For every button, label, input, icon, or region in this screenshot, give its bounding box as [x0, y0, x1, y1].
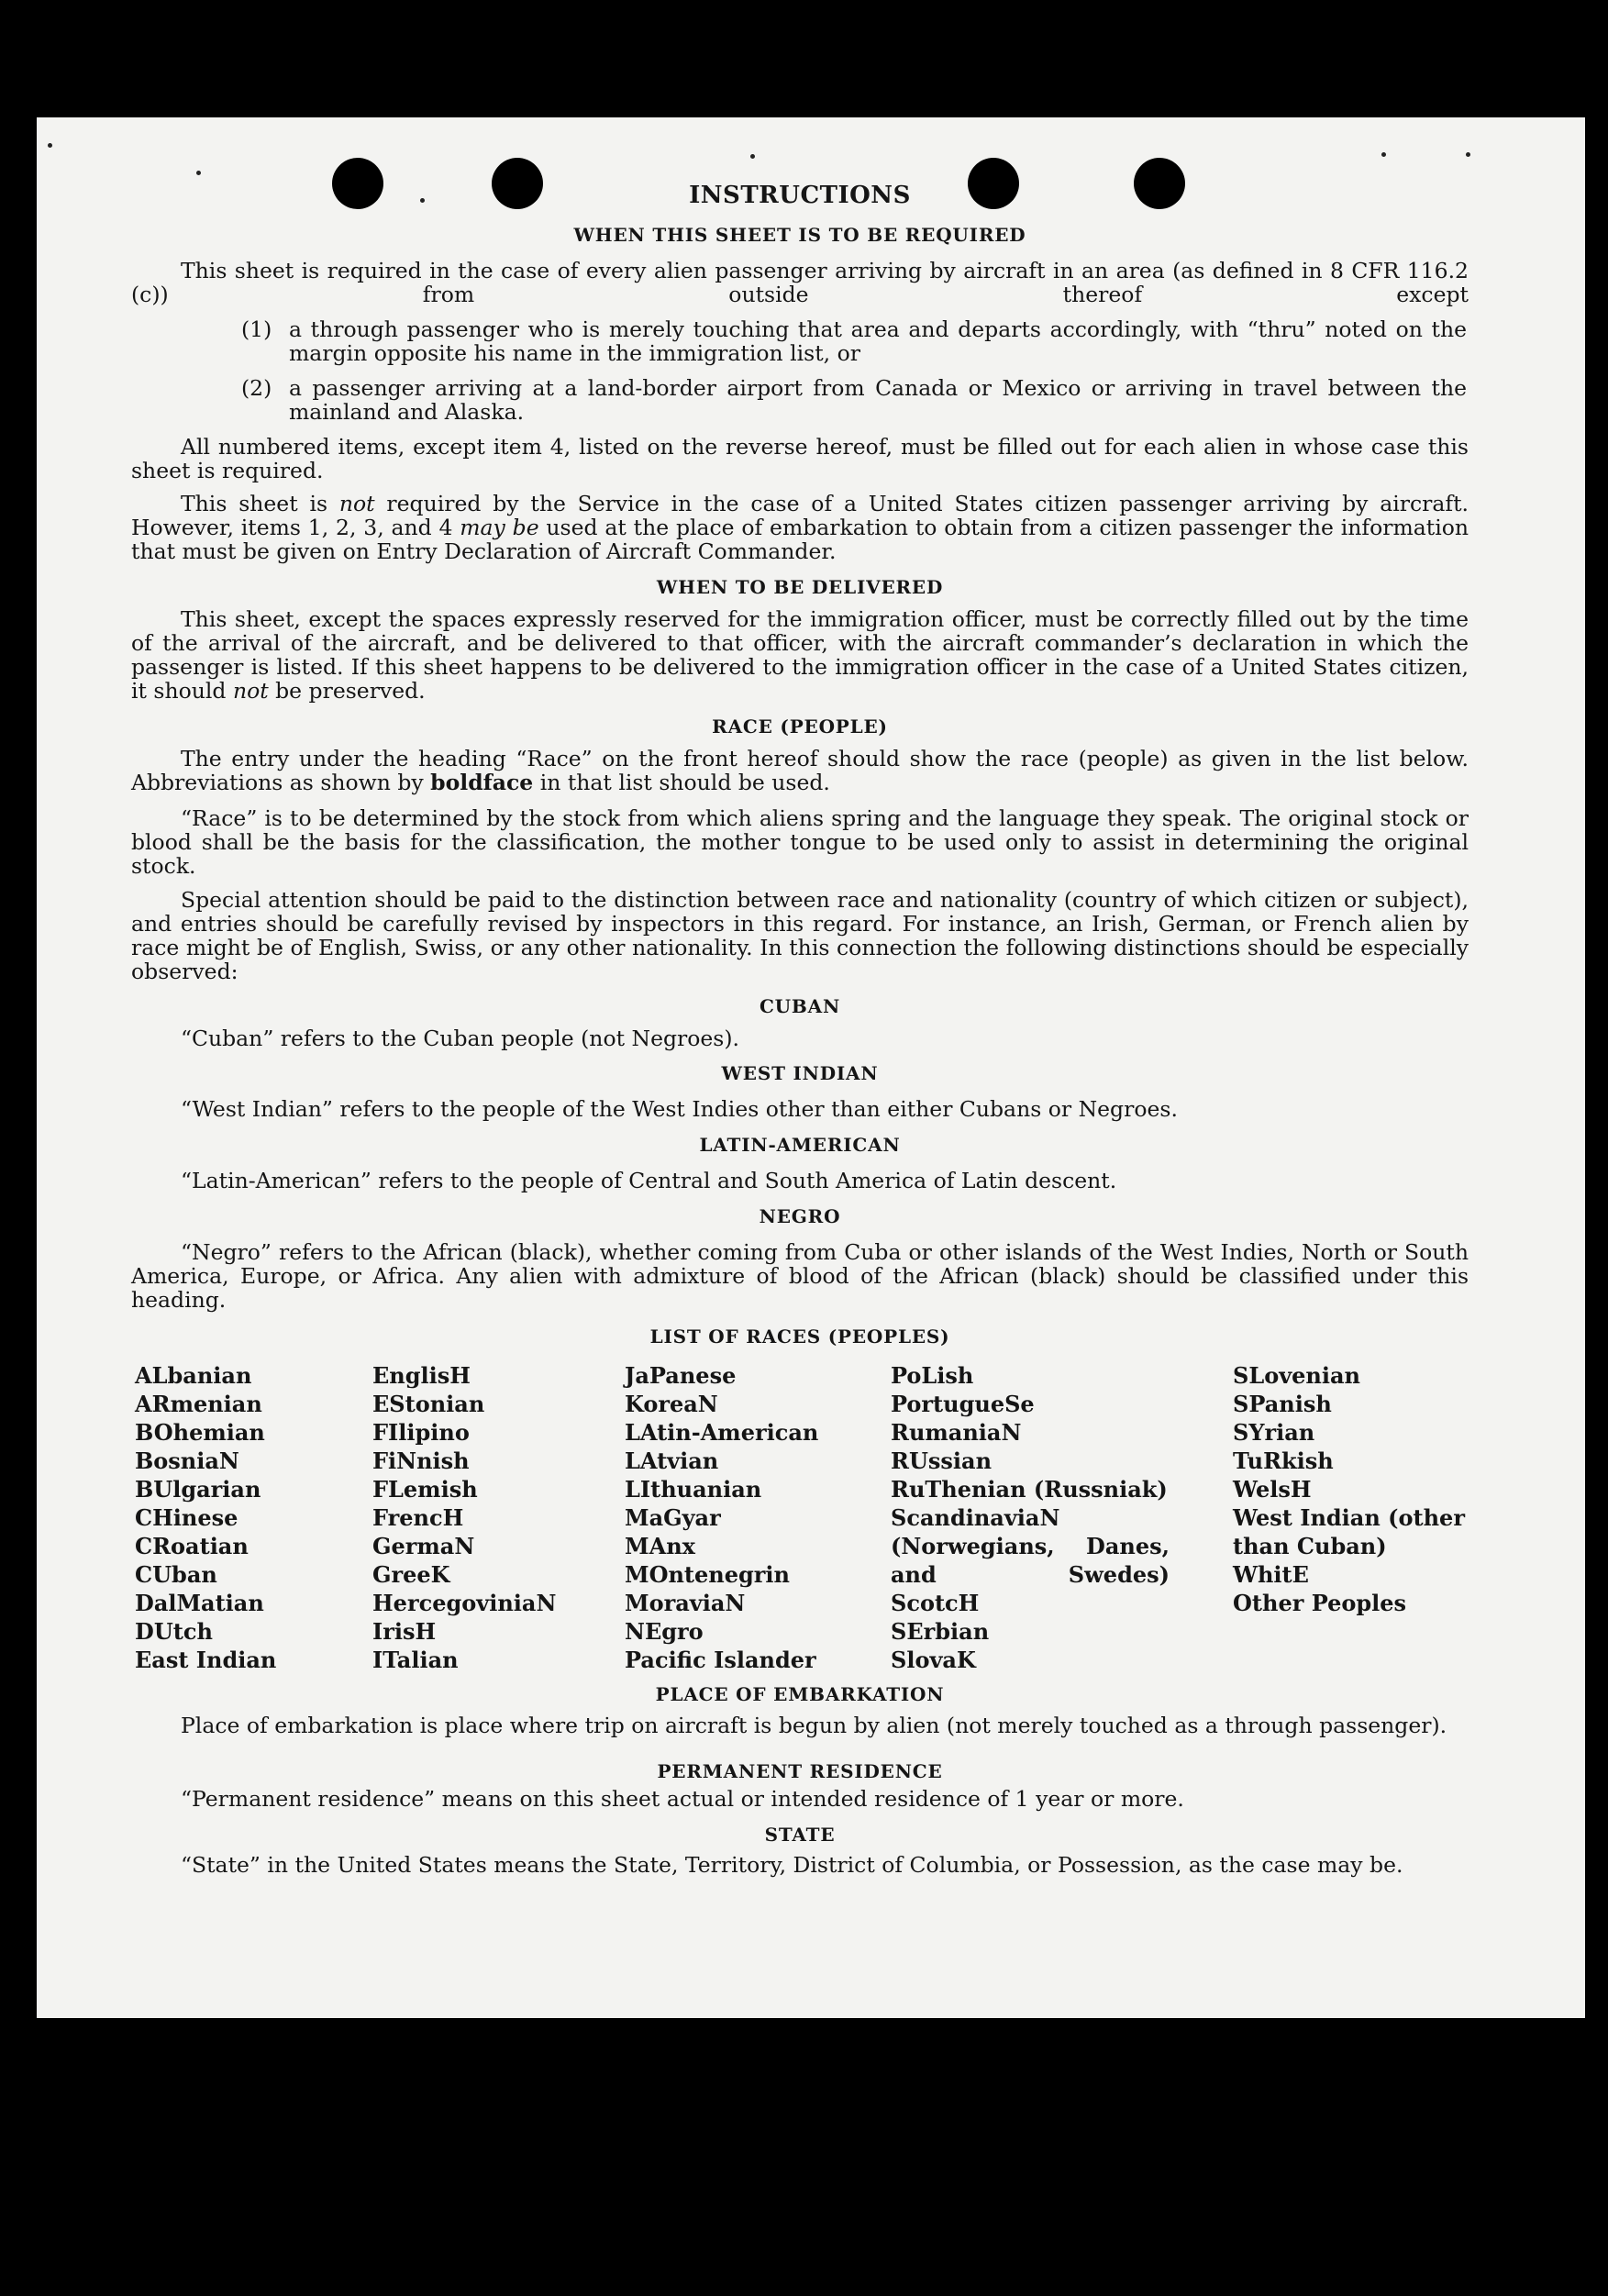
race-entry: PortugueSe — [891, 1391, 1035, 1417]
heading-cuban: CUBAN — [759, 995, 841, 1017]
race-entry: KoreaN — [625, 1391, 718, 1417]
race-entry: RuThenian (Russniak) — [891, 1476, 1168, 1503]
race-entry: IrisH — [372, 1618, 437, 1645]
race-entry: LAtvian — [625, 1447, 719, 1474]
race-entry: GermaN — [372, 1533, 475, 1559]
exception-number: (1) — [241, 316, 272, 342]
heading-permanent-residence: PERMANENT RESIDENCE — [657, 1760, 943, 1782]
race-entry: HercegoviniaN — [372, 1590, 557, 1616]
race-entry: SErbian — [891, 1618, 990, 1645]
race-entry: PoLish — [891, 1362, 974, 1389]
race-entry: GreeK — [372, 1561, 450, 1588]
race-entry: WelsH — [1233, 1476, 1312, 1503]
heading-when-required: WHEN THIS SHEET IS TO BE REQUIRED — [573, 224, 1026, 246]
races-column — [135, 1361, 276, 1674]
race-entry: LAtin-American — [625, 1419, 819, 1446]
races-column — [891, 1361, 1170, 1674]
paragraph-place-of-embarkation: Place of embarkation is place where trip on aircraft is begun by alien (not merely touched as a through passenger). — [181, 1713, 1447, 1738]
paragraph-race-3: Special attention should be paid to the distinction between race and nationality (country of which citizen or subject), and entries should be carefully revised by inspectors in this regard. For instance, an Irish, German, or French alien by race might be of English, Swiss, or any other nationality. In this connection the following distinctions should be especially observed: — [131, 887, 1469, 984]
paragraph-west-indian: “West Indian” refers to the people of the West Indies other than either Cubans or Negroes. — [181, 1096, 1178, 1122]
race-entry: BosniaN — [135, 1447, 239, 1474]
paragraph-race-2: “Race” is to be determined by the stock from which aliens spring and the language they speak. The original stock or blood shall be the basis for the classification, the mother tongue to be used only to assist in determining the original stock. — [131, 805, 1469, 879]
heading-west-indian: WEST INDIAN — [721, 1062, 879, 1084]
speck — [196, 171, 201, 175]
heading-when-delivered: WHEN TO BE DELIVERED — [656, 576, 944, 598]
speck — [750, 154, 755, 159]
paragraph-negro: “Negro” refers to the African (black), whether coming from Cuba or other islands of the West Indies, North or South America, Europe, or Africa. Any alien with admixture of blood of the African (black) should be classified under this heading. — [131, 1239, 1469, 1313]
heading-place-of-embarkation: PLACE OF EMBARKATION — [655, 1683, 945, 1705]
paragraph-race-1: The entry under the heading “Race” on the front hereof should show the race (people) as given in the list below. Abbreviations as shown by boldface in that list should be used. — [131, 746, 1469, 795]
heading-latin-american: LATIN-AMERICAN — [699, 1134, 901, 1156]
race-entry: EnglisH — [372, 1362, 471, 1389]
races-column — [372, 1361, 556, 1674]
race-entry: DUtch — [135, 1618, 213, 1645]
races-column — [1233, 1361, 1476, 1617]
race-entry: MOntenegrin — [625, 1561, 790, 1588]
paragraph-cuban: “Cuban” refers to the Cuban people (not Negroes). — [181, 1026, 740, 1051]
race-entry: WhitE — [1233, 1561, 1309, 1588]
race-entry: RUssian — [891, 1447, 993, 1474]
speck — [1381, 152, 1386, 157]
race-entry: JaPanese — [625, 1362, 737, 1389]
race-entry: MAnx — [625, 1533, 695, 1559]
race-entry: East Indian — [135, 1647, 277, 1673]
race-entry: ITalian — [372, 1647, 459, 1673]
race-entry: DalMatian — [135, 1590, 264, 1616]
race-entry: MaGyar — [625, 1504, 721, 1531]
race-entry: SYrian — [1233, 1419, 1315, 1446]
race-entry: Other Peoples — [1233, 1590, 1407, 1616]
paragraph-numbered-items: All numbered items, except item 4, listed on the reverse hereof, must be filled out for each alien in whose case this sheet is required. — [131, 434, 1469, 483]
page-title: INSTRUCTIONS — [689, 182, 911, 209]
paragraph-required: This sheet is required in the case of every alien passenger arriving by aircraft in an area (as defined in 8 CFR 116.2 (c)) from outside thereof except — [131, 258, 1469, 307]
race-entry: RumaniaN — [891, 1419, 1022, 1446]
races-column — [625, 1361, 818, 1674]
paragraph-state: “State” in the United States means the State, Territory, District of Columbia, or Possession, as the case may be. — [181, 1852, 1403, 1878]
exception-item — [241, 316, 1467, 366]
race-entry: SlovaK — [891, 1647, 976, 1673]
race-entry: FrencH — [372, 1504, 464, 1531]
heading-race: RACE (PEOPLE) — [712, 715, 888, 738]
race-entry: SPanish — [1233, 1391, 1332, 1417]
race-entry: ALbanian — [135, 1362, 252, 1389]
heading-state: STATE — [764, 1824, 836, 1846]
race-entry: LIthuanian — [625, 1476, 762, 1503]
paragraph-citizen: This sheet is not required by the Service in the case of a United States citizen passenger arriving by aircraft. However, items 1, 2, 3, and 4 may be used at the place of embarkation to obtain from a citizen passenger the information that must be given on Entry Declaration of Aircraft Commander. — [131, 491, 1469, 564]
race-entry: MoraviaN — [625, 1590, 746, 1616]
exception-number: (2) — [241, 375, 272, 401]
race-entry: BOhemian — [135, 1419, 265, 1446]
paragraph-delivered: This sheet, except the spaces expressly reserved for the immigration officer, must be correctly filled out by the time of the arrival of the aircraft, and be delivered to that officer, with the aircraft commander’s declaration in which the passenger is listed. If this sheet happens to be delivered to the immigration officer in the case of a United States citizen, it should not be preserved. — [131, 606, 1469, 704]
race-entry: Pacific Islander — [625, 1647, 816, 1673]
race-entry: SLovenian — [1233, 1362, 1360, 1389]
exception-text: a through passenger who is merely touching that area and departs accordingly, with “thru” noted on the margin opposite his name in the immigration list, or — [289, 316, 1467, 366]
race-entry: NEgro — [625, 1618, 704, 1645]
speck — [1466, 152, 1470, 157]
race-entry: FLemish — [372, 1476, 478, 1503]
race-entry: ARmenian — [135, 1391, 262, 1417]
paragraph-latin-american: “Latin-American” refers to the people of Central and South America of Latin descent. — [181, 1168, 1117, 1193]
race-entry: FIlipino — [372, 1419, 470, 1446]
heading-negro: NEGRO — [759, 1205, 841, 1227]
race-entry: CUban — [135, 1561, 217, 1588]
race-entry: FiNnish — [372, 1447, 470, 1474]
race-entry: BUlgarian — [135, 1476, 261, 1503]
race-entry: EStonian — [372, 1391, 485, 1417]
exception-item — [241, 375, 1467, 425]
race-entry: CHinese — [135, 1504, 238, 1531]
race-entry: TuRkish — [1233, 1447, 1334, 1474]
race-entry: ScotcH — [891, 1590, 980, 1616]
heading-list-of-races: LIST OF RACES (PEOPLES) — [649, 1325, 950, 1348]
race-entry: CRoatian — [135, 1533, 249, 1559]
paragraph-permanent-residence: “Permanent residence” means on this sheet actual or intended residence of 1 year or more. — [181, 1786, 1184, 1812]
exception-text: a passenger arriving at a land-border airport from Canada or Mexico or arriving in travel between the mainland and Alaska. — [289, 375, 1467, 425]
race-entry: West Indian (other than Cuban) — [1233, 1504, 1465, 1559]
race-entry: ScandinaviaN (Norwegians, Danes, and Swedes) — [891, 1504, 1170, 1588]
speck — [48, 143, 52, 148]
